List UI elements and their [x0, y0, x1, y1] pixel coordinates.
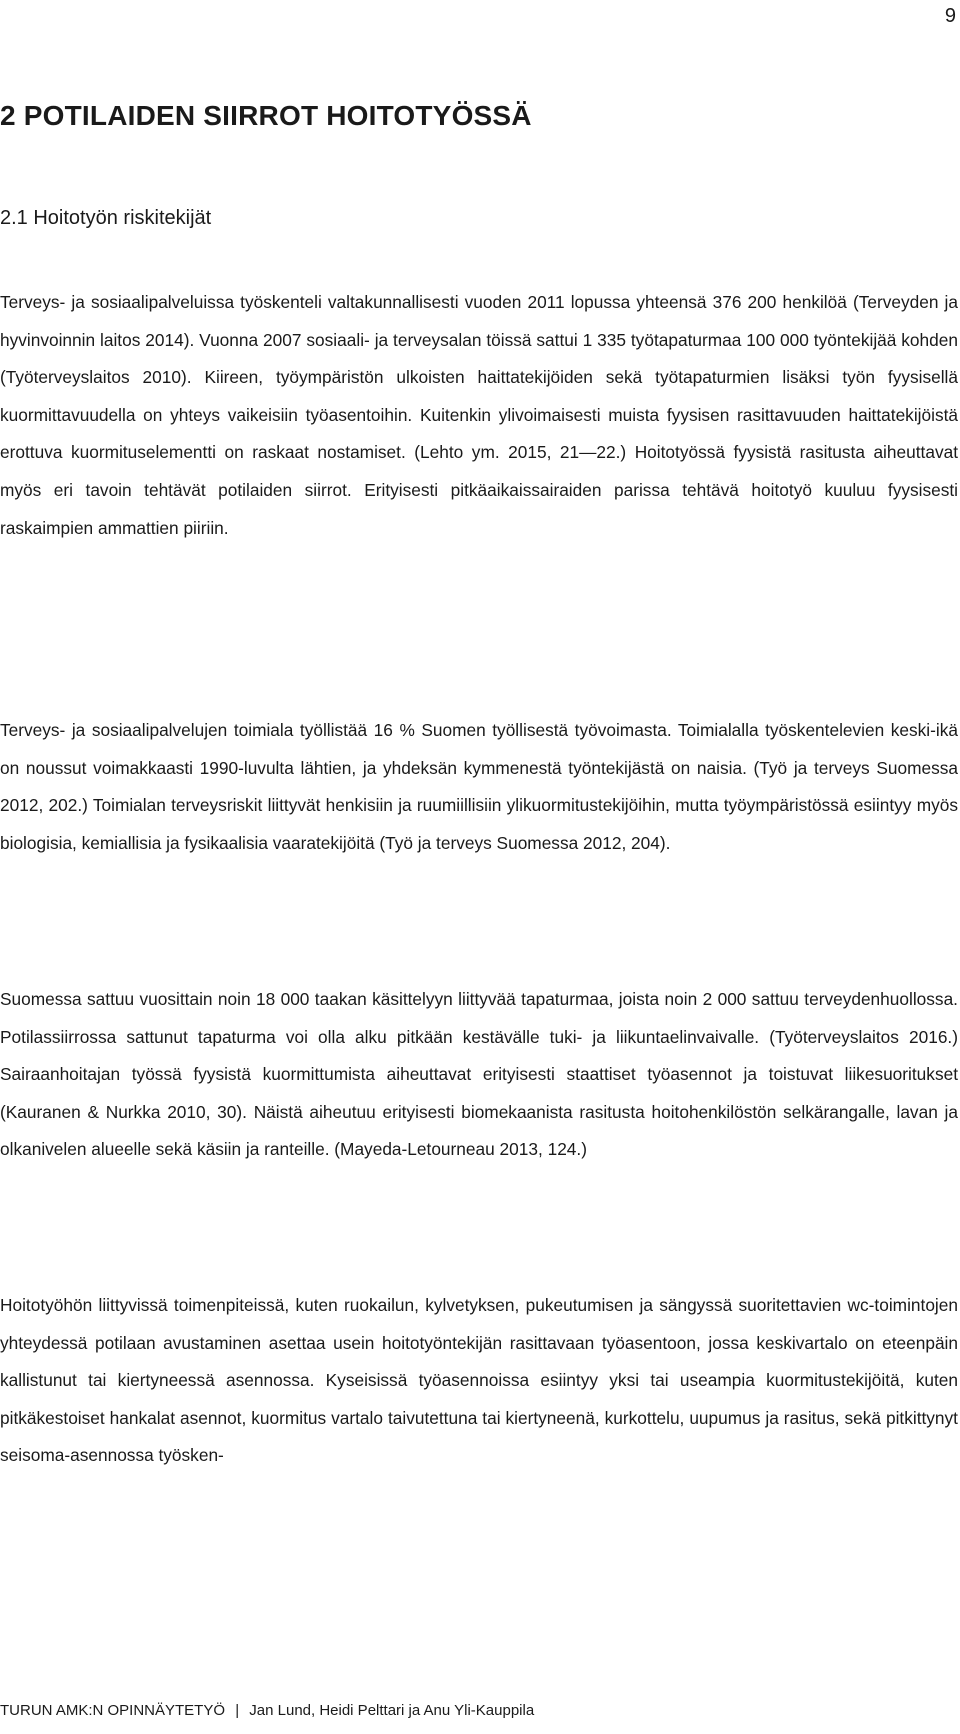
- body-paragraph: Hoitotyöhön liittyvissä toimenpiteissä, kuten ruokailun, kylvetyksen, pukeutumisen ja sängyssä suoritettavien wc-toimintojen yhteydessä potilaan avustaminen asettaa usein hoitotyöntekijän rasittavaan työasentoon, jossa keskivartalo on eteenpäin kallistunut tai kiertyneessä asennossa. Kyseisissä työasennoissa esiintyy yksi tai useampia kuormitustekijöitä, kuten pitkäkestoiset hankalat asennot, kuormitus vartalo taivutettuna tai kiertyneenä, kurkottelu, uupumus ja rasitus, sekä pitkittynyt seisoma-asennossa työsken-: [0, 1295, 958, 1466]
- section-title: 2.1 Hoitotyön riskitekijät: [0, 207, 212, 229]
- footer-institution: TURUN AMK:N OPINNÄYTETYÖ: [0, 1702, 226, 1719]
- body-paragraph: Terveys- ja sosiaalipalvelujen toimiala työllistää 16 % Suomen työllisestä työvoimasta. Toimialalla työskentelevien keski-ikä on noussut voimakkaasti 1990-luvulta lähtien, ja yhdeksän kymmenestä työntekijästä on naisia. (Työ ja terveys Suomessa 2012, 202.) Toimialan terveysriskit liittyvät henkisiin ja ruumiillisiin ylikuormitustekijöihin, mutta työympäristössä esiintyy myös biologisia, kemiallisia ja fysikaalisia vaaratekijöitä (Työ ja terveys Suomessa 2012, 204).: [0, 720, 958, 853]
- body-paragraph: Suomessa sattuu vuosittain noin 18 000 taakan käsittelyyn liittyvää tapaturmaa, joista noin 2 000 sattuu terveydenhuollossa. Potilassiirrossa sattunut tapaturma voi olla alku pitkään kestävälle tuki- ja liikuntaelinvaivalle. (Työterveyslaitos 2016.) Sairaanhoitajan työssä fyysistä kuormittumista aiheuttavat erityisesti staattiset työasennot ja toistuvat liikesuoritukset (Kauranen & Nurkka 2010, 30). Näistä aiheutuu erityisesti biomekaanista rasitusta hoitohenkilöstön selkärangalle, lavan ja olkanivelen alueelle sekä käsiin ja ranteille. (Mayeda-Letourneau 2013, 124.): [0, 989, 958, 1160]
- footer-authors: Jan Lund, Heidi Pelttari ja Anu Yli-Kauppila: [249, 1702, 535, 1719]
- chapter-title: 2 POTILAIDEN SIIRROT HOITOTYÖSSÄ: [0, 100, 532, 131]
- page-number: 9: [944, 5, 956, 27]
- page-footer: [0, 1700, 534, 1722]
- body-paragraph: Terveys- ja sosiaalipalveluissa työskenteli valtakunnallisesti vuoden 2011 lopussa yhteensä 376 200 henkilöä (Terveyden ja hyvinvoinnin laitos 2014). Vuonna 2007 sosiaali- ja terveysalan töissä sattui 1 335 työtapaturmaa 100 000 työntekijää kohden (Työterveyslaitos 2010). Kiireen, työympäristön ulkoisten haittatekijöiden sekä työtapaturmien lisäksi työn fyysisellä kuormittavuudella on yhteys vaikeisiin työasentoihin. Kuitenkin ylivoimaisesti muista fyysisen rasittavuuden haittatekijöistä erottuva kuormituselementti on raskaat nostamiset. (Lehto ym. 2015, 21—22.) Hoitotyössä fyysistä rasitusta aiheuttavat myös eri tavoin tehtävät potilaiden siirrot. Erityisesti pitkäaikaissairaiden parissa tehtävä hoitotyö kuuluu fyysisesti raskaimpien ammattien piiriin.: [0, 292, 958, 538]
- footer-separator: |: [235, 1702, 240, 1719]
